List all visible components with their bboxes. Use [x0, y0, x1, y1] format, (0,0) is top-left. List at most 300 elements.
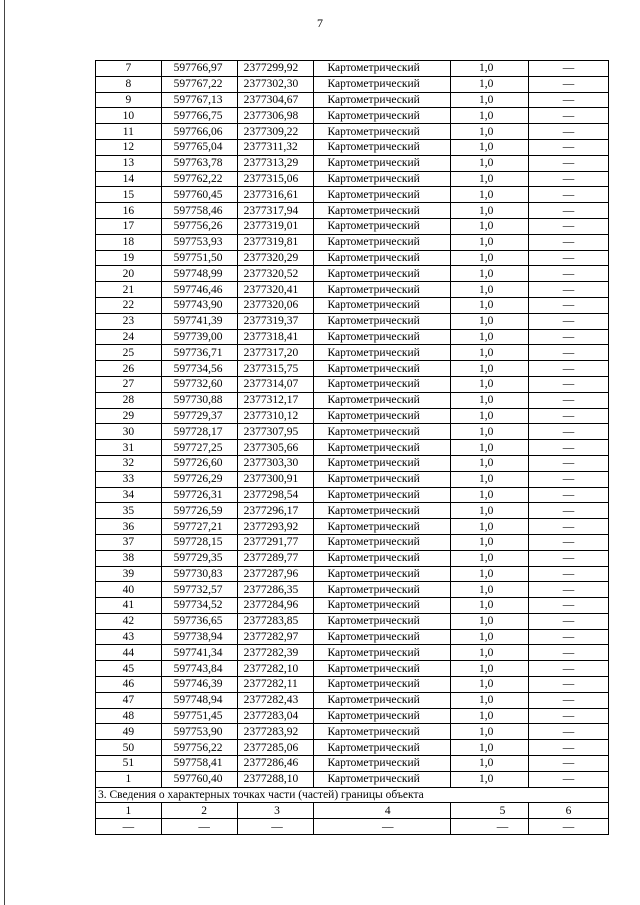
method-cell: Картометрический: [313, 329, 450, 345]
point-number-cell: 17: [96, 218, 162, 234]
description-cell: —: [528, 218, 608, 234]
accuracy-cell: 1,0: [450, 503, 528, 519]
method-cell: Картометрический: [313, 171, 450, 187]
x-coordinate-cell: 597766,06: [161, 124, 237, 140]
x-coordinate-cell: 597760,40: [161, 771, 237, 787]
description-cell: —: [528, 155, 608, 171]
y-coordinate-cell: 2377283,04: [237, 708, 313, 724]
table-row: [96, 692, 609, 708]
point-number-cell: 34: [96, 487, 162, 503]
x-coordinate-cell: 597741,34: [161, 645, 237, 661]
description-cell: —: [528, 487, 608, 503]
page-number: 7: [317, 16, 323, 30]
description-cell: —: [528, 203, 608, 219]
x-coordinate-cell: 597763,78: [161, 155, 237, 171]
y-coordinate-cell: 2377313,29: [237, 155, 313, 171]
table-row: [96, 329, 609, 345]
y-coordinate-cell: 2377293,92: [237, 519, 313, 535]
method-cell: Картометрический: [313, 487, 450, 503]
y-coordinate-cell: 2377282,97: [237, 629, 313, 645]
method-cell: Картометрический: [313, 155, 450, 171]
method-cell: Картометрический: [313, 629, 450, 645]
point-number-cell: 13: [96, 155, 162, 171]
description-cell: —: [528, 392, 608, 408]
table-row: [96, 187, 609, 203]
table-row: [96, 629, 609, 645]
description-cell: —: [528, 297, 608, 313]
description-cell: —: [528, 171, 608, 187]
description-cell: —: [528, 613, 608, 629]
y-coordinate-cell: 2377314,07: [237, 376, 313, 392]
method-cell: Картометрический: [313, 645, 450, 661]
x-coordinate-cell: 597753,90: [161, 724, 237, 740]
accuracy-cell: 1,0: [450, 661, 528, 677]
y-coordinate-cell: 2377319,81: [237, 234, 313, 250]
x-coordinate-cell: 597738,94: [161, 629, 237, 645]
table-row: [96, 266, 609, 282]
description-cell: —: [528, 92, 608, 108]
method-cell: Картометрический: [313, 534, 450, 550]
y-coordinate-cell: 2377319,01: [237, 218, 313, 234]
y-coordinate-cell: 2377315,75: [237, 361, 313, 377]
method-cell: Картометрический: [313, 234, 450, 250]
x-coordinate-cell: 597734,52: [161, 598, 237, 614]
table-row: [96, 408, 609, 424]
description-cell: —: [528, 708, 608, 724]
table-row: [96, 250, 609, 266]
table-row: [96, 76, 609, 92]
point-number-cell: 1: [96, 803, 162, 819]
table-row: [96, 61, 609, 77]
point-number-cell: 25: [96, 345, 162, 361]
page-left-edge: [4, 0, 5, 905]
description-cell: —: [528, 124, 608, 140]
x-coordinate-cell: 597748,99: [161, 266, 237, 282]
point-number-cell: 36: [96, 519, 162, 535]
method-cell: Картометрический: [313, 692, 450, 708]
accuracy-cell: 1,0: [450, 218, 528, 234]
accuracy-cell: 1,0: [450, 771, 528, 787]
accuracy-cell: —: [450, 819, 528, 835]
x-coordinate-cell: 597728,17: [161, 424, 237, 440]
description-cell: —: [528, 677, 608, 693]
accuracy-cell: 1,0: [450, 234, 528, 250]
description-cell: —: [528, 313, 608, 329]
y-coordinate-cell: 2377282,43: [237, 692, 313, 708]
table-row: [96, 313, 609, 329]
description-cell: 6: [528, 803, 608, 819]
y-coordinate-cell: 2377320,06: [237, 297, 313, 313]
point-number-cell: 45: [96, 661, 162, 677]
method-cell: Картометрический: [313, 566, 450, 582]
accuracy-cell: 1,0: [450, 282, 528, 298]
x-coordinate-cell: 597767,13: [161, 92, 237, 108]
point-number-cell: 44: [96, 645, 162, 661]
table-row: [96, 361, 609, 377]
y-coordinate-cell: 2377303,30: [237, 455, 313, 471]
table-row: [96, 582, 609, 598]
description-cell: —: [528, 361, 608, 377]
y-coordinate-cell: 2377284,96: [237, 598, 313, 614]
accuracy-cell: 1,0: [450, 92, 528, 108]
description-cell: —: [528, 692, 608, 708]
y-coordinate-cell: 2377310,12: [237, 408, 313, 424]
description-cell: —: [528, 503, 608, 519]
y-coordinate-cell: 2377312,17: [237, 392, 313, 408]
table-row: [96, 376, 609, 392]
table-row: [96, 171, 609, 187]
point-number-cell: 26: [96, 361, 162, 377]
x-coordinate-cell: 597756,22: [161, 740, 237, 756]
table-row: [96, 108, 609, 124]
point-number-cell: 15: [96, 187, 162, 203]
point-number-cell: 33: [96, 471, 162, 487]
description-cell: —: [528, 408, 608, 424]
method-cell: Картометрический: [313, 187, 450, 203]
method-cell: Картометрический: [313, 519, 450, 535]
point-number-cell: 23: [96, 313, 162, 329]
accuracy-cell: 1,0: [450, 361, 528, 377]
point-number-cell: 8: [96, 76, 162, 92]
point-number-cell: 47: [96, 692, 162, 708]
y-coordinate-cell: 2377309,22: [237, 124, 313, 140]
x-coordinate-cell: 597726,31: [161, 487, 237, 503]
accuracy-cell: 1,0: [450, 582, 528, 598]
y-coordinate-cell: 2377296,17: [237, 503, 313, 519]
y-coordinate-cell: 2377289,77: [237, 550, 313, 566]
point-number-cell: 41: [96, 598, 162, 614]
y-coordinate-cell: 2377282,10: [237, 661, 313, 677]
x-coordinate-cell: 2: [161, 803, 237, 819]
accuracy-cell: 1,0: [450, 139, 528, 155]
accuracy-cell: 1,0: [450, 740, 528, 756]
x-coordinate-cell: 597736,65: [161, 613, 237, 629]
section-3-header-row: [96, 803, 609, 819]
x-coordinate-cell: 597743,90: [161, 297, 237, 313]
point-number-cell: 19: [96, 250, 162, 266]
method-cell: Картометрический: [313, 408, 450, 424]
table-row: [96, 234, 609, 250]
accuracy-cell: 1,0: [450, 692, 528, 708]
point-number-cell: 48: [96, 708, 162, 724]
description-cell: —: [528, 471, 608, 487]
table-row: [96, 771, 609, 787]
x-coordinate-cell: 597762,22: [161, 171, 237, 187]
method-cell: Картометрический: [313, 313, 450, 329]
accuracy-cell: 1,0: [450, 424, 528, 440]
description-cell: —: [528, 645, 608, 661]
accuracy-cell: 1,0: [450, 250, 528, 266]
table-row: [96, 613, 609, 629]
method-cell: Картометрический: [313, 598, 450, 614]
table-row: [96, 282, 609, 298]
table-row: [96, 345, 609, 361]
point-number-cell: 22: [96, 297, 162, 313]
accuracy-cell: 5: [450, 803, 528, 819]
accuracy-cell: 1,0: [450, 629, 528, 645]
description-cell: —: [528, 440, 608, 456]
y-coordinate-cell: 2377282,11: [237, 677, 313, 693]
point-number-cell: 9: [96, 92, 162, 108]
x-coordinate-cell: 597765,04: [161, 139, 237, 155]
table-row: [96, 550, 609, 566]
table-row: [96, 455, 609, 471]
table-row: [96, 487, 609, 503]
point-number-cell: 1: [96, 771, 162, 787]
y-coordinate-cell: 2377320,29: [237, 250, 313, 266]
accuracy-cell: 1,0: [450, 61, 528, 77]
accuracy-cell: 1,0: [450, 313, 528, 329]
point-number-cell: 50: [96, 740, 162, 756]
table-row: [96, 297, 609, 313]
y-coordinate-cell: 2377319,37: [237, 313, 313, 329]
point-number-cell: 51: [96, 756, 162, 772]
accuracy-cell: 1,0: [450, 487, 528, 503]
method-cell: Картометрический: [313, 124, 450, 140]
table-row: [96, 740, 609, 756]
y-coordinate-cell: 2377317,94: [237, 203, 313, 219]
x-coordinate-cell: 597753,93: [161, 234, 237, 250]
method-cell: Картометрический: [313, 424, 450, 440]
table-row: [96, 124, 609, 140]
x-coordinate-cell: 597748,94: [161, 692, 237, 708]
point-number-cell: 20: [96, 266, 162, 282]
description-cell: —: [528, 771, 608, 787]
y-coordinate-cell: 2377287,96: [237, 566, 313, 582]
x-coordinate-cell: 597732,60: [161, 376, 237, 392]
description-cell: —: [528, 376, 608, 392]
method-cell: Картометрический: [313, 503, 450, 519]
point-number-cell: 31: [96, 440, 162, 456]
x-coordinate-cell: 597726,29: [161, 471, 237, 487]
x-coordinate-cell: 597758,46: [161, 203, 237, 219]
table-row: [96, 566, 609, 582]
y-coordinate-cell: 2377282,39: [237, 645, 313, 661]
method-cell: Картометрический: [313, 613, 450, 629]
x-coordinate-cell: 597746,46: [161, 282, 237, 298]
y-coordinate-cell: 2377299,92: [237, 61, 313, 77]
accuracy-cell: 1,0: [450, 708, 528, 724]
point-number-cell: 21: [96, 282, 162, 298]
accuracy-cell: 1,0: [450, 756, 528, 772]
table-row: [96, 756, 609, 772]
accuracy-cell: 1,0: [450, 519, 528, 535]
table-row: [96, 503, 609, 519]
description-cell: —: [528, 756, 608, 772]
method-cell: Картометрический: [313, 550, 450, 566]
point-number-cell: 38: [96, 550, 162, 566]
accuracy-cell: 1,0: [450, 440, 528, 456]
method-cell: Картометрический: [313, 392, 450, 408]
point-number-cell: 46: [96, 677, 162, 693]
y-coordinate-cell: 2377318,41: [237, 329, 313, 345]
table-row: [96, 677, 609, 693]
point-number-cell: 35: [96, 503, 162, 519]
description-cell: —: [528, 424, 608, 440]
table-row: [96, 471, 609, 487]
y-coordinate-cell: 2377288,10: [237, 771, 313, 787]
accuracy-cell: 1,0: [450, 297, 528, 313]
point-number-cell: 27: [96, 376, 162, 392]
method-cell: Картометрический: [313, 376, 450, 392]
accuracy-cell: 1,0: [450, 471, 528, 487]
accuracy-cell: 1,0: [450, 171, 528, 187]
point-number-cell: —: [96, 819, 162, 835]
point-number-cell: 39: [96, 566, 162, 582]
description-cell: —: [528, 550, 608, 566]
description-cell: —: [528, 598, 608, 614]
x-coordinate-cell: 597730,83: [161, 566, 237, 582]
method-cell: Картометрический: [313, 756, 450, 772]
method-cell: Картометрический: [313, 345, 450, 361]
method-cell: Картометрический: [313, 108, 450, 124]
point-number-cell: 10: [96, 108, 162, 124]
accuracy-cell: 1,0: [450, 392, 528, 408]
table-row: [96, 218, 609, 234]
method-cell: Картометрический: [313, 266, 450, 282]
description-cell: —: [528, 819, 608, 835]
y-coordinate-cell: 3: [237, 803, 313, 819]
accuracy-cell: 1,0: [450, 187, 528, 203]
point-number-cell: 12: [96, 139, 162, 155]
table-row: [96, 139, 609, 155]
y-coordinate-cell: 2377283,92: [237, 724, 313, 740]
point-number-cell: 14: [96, 171, 162, 187]
y-coordinate-cell: 2377300,91: [237, 471, 313, 487]
section-3-title: 3. Сведения о характерных точках части (частей) границы объекта: [96, 787, 609, 803]
point-number-cell: 18: [96, 234, 162, 250]
description-cell: —: [528, 282, 608, 298]
y-coordinate-cell: 2377302,30: [237, 76, 313, 92]
point-number-cell: 29: [96, 408, 162, 424]
y-coordinate-cell: 2377311,32: [237, 139, 313, 155]
accuracy-cell: 1,0: [450, 724, 528, 740]
point-number-cell: 32: [96, 455, 162, 471]
x-coordinate-cell: 597741,39: [161, 313, 237, 329]
section-3-title-row: [96, 787, 609, 803]
x-coordinate-cell: 597727,21: [161, 519, 237, 535]
method-cell: Картометрический: [313, 771, 450, 787]
accuracy-cell: 1,0: [450, 76, 528, 92]
description-cell: —: [528, 187, 608, 203]
method-cell: Картометрический: [313, 582, 450, 598]
point-number-cell: 28: [96, 392, 162, 408]
description-cell: —: [528, 724, 608, 740]
y-coordinate-cell: 2377286,46: [237, 756, 313, 772]
section-3-empty-row: [96, 819, 609, 835]
method-cell: Картометрический: [313, 740, 450, 756]
accuracy-cell: 1,0: [450, 376, 528, 392]
x-coordinate-cell: 597726,60: [161, 455, 237, 471]
accuracy-cell: 1,0: [450, 408, 528, 424]
x-coordinate-cell: 597756,26: [161, 218, 237, 234]
y-coordinate-cell: 2377298,54: [237, 487, 313, 503]
method-cell: Картометрический: [313, 76, 450, 92]
y-coordinate-cell: 2377316,61: [237, 187, 313, 203]
method-cell: Картометрический: [313, 724, 450, 740]
table-row: [96, 661, 609, 677]
coordinates-table: [95, 60, 609, 835]
accuracy-cell: 1,0: [450, 677, 528, 693]
accuracy-cell: 1,0: [450, 203, 528, 219]
x-coordinate-cell: 597732,57: [161, 582, 237, 598]
x-coordinate-cell: 597728,15: [161, 534, 237, 550]
accuracy-cell: 1,0: [450, 266, 528, 282]
y-coordinate-cell: 2377315,06: [237, 171, 313, 187]
method-cell: Картометрический: [313, 708, 450, 724]
point-number-cell: 11: [96, 124, 162, 140]
point-number-cell: 49: [96, 724, 162, 740]
table-row: [96, 203, 609, 219]
accuracy-cell: 1,0: [450, 329, 528, 345]
description-cell: —: [528, 250, 608, 266]
method-cell: Картометрический: [313, 282, 450, 298]
x-coordinate-cell: 597734,56: [161, 361, 237, 377]
method-cell: Картометрический: [313, 139, 450, 155]
method-cell: Картометрический: [313, 92, 450, 108]
description-cell: —: [528, 740, 608, 756]
y-coordinate-cell: 2377320,52: [237, 266, 313, 282]
x-coordinate-cell: 597746,39: [161, 677, 237, 693]
x-coordinate-cell: 597751,45: [161, 708, 237, 724]
x-coordinate-cell: 597766,75: [161, 108, 237, 124]
method-cell: —: [313, 819, 450, 835]
description-cell: —: [528, 329, 608, 345]
y-coordinate-cell: 2377283,85: [237, 613, 313, 629]
accuracy-cell: 1,0: [450, 345, 528, 361]
table-row: [96, 645, 609, 661]
description-cell: —: [528, 519, 608, 535]
method-cell: Картометрический: [313, 455, 450, 471]
table-row: [96, 724, 609, 740]
method-cell: Картометрический: [313, 661, 450, 677]
table-row: [96, 708, 609, 724]
method-cell: Картометрический: [313, 250, 450, 266]
table-row: [96, 519, 609, 535]
description-cell: —: [528, 582, 608, 598]
table-row: [96, 598, 609, 614]
accuracy-cell: 1,0: [450, 124, 528, 140]
x-coordinate-cell: 597743,84: [161, 661, 237, 677]
y-coordinate-cell: 2377305,66: [237, 440, 313, 456]
accuracy-cell: 1,0: [450, 550, 528, 566]
accuracy-cell: 1,0: [450, 613, 528, 629]
accuracy-cell: 1,0: [450, 534, 528, 550]
method-cell: 4: [313, 803, 450, 819]
accuracy-cell: 1,0: [450, 155, 528, 171]
accuracy-cell: 1,0: [450, 108, 528, 124]
accuracy-cell: 1,0: [450, 455, 528, 471]
point-number-cell: 16: [96, 203, 162, 219]
x-coordinate-cell: 597751,50: [161, 250, 237, 266]
point-number-cell: 30: [96, 424, 162, 440]
y-coordinate-cell: 2377291,77: [237, 534, 313, 550]
x-coordinate-cell: 597729,35: [161, 550, 237, 566]
y-coordinate-cell: 2377320,41: [237, 282, 313, 298]
y-coordinate-cell: 2377286,35: [237, 582, 313, 598]
table-row: [96, 440, 609, 456]
method-cell: Картометрический: [313, 440, 450, 456]
point-number-cell: 42: [96, 613, 162, 629]
description-cell: —: [528, 139, 608, 155]
description-cell: —: [528, 61, 608, 77]
point-number-cell: 40: [96, 582, 162, 598]
description-cell: —: [528, 566, 608, 582]
table-row: [96, 155, 609, 171]
point-number-cell: 24: [96, 329, 162, 345]
y-coordinate-cell: 2377304,67: [237, 92, 313, 108]
method-cell: Картометрический: [313, 471, 450, 487]
